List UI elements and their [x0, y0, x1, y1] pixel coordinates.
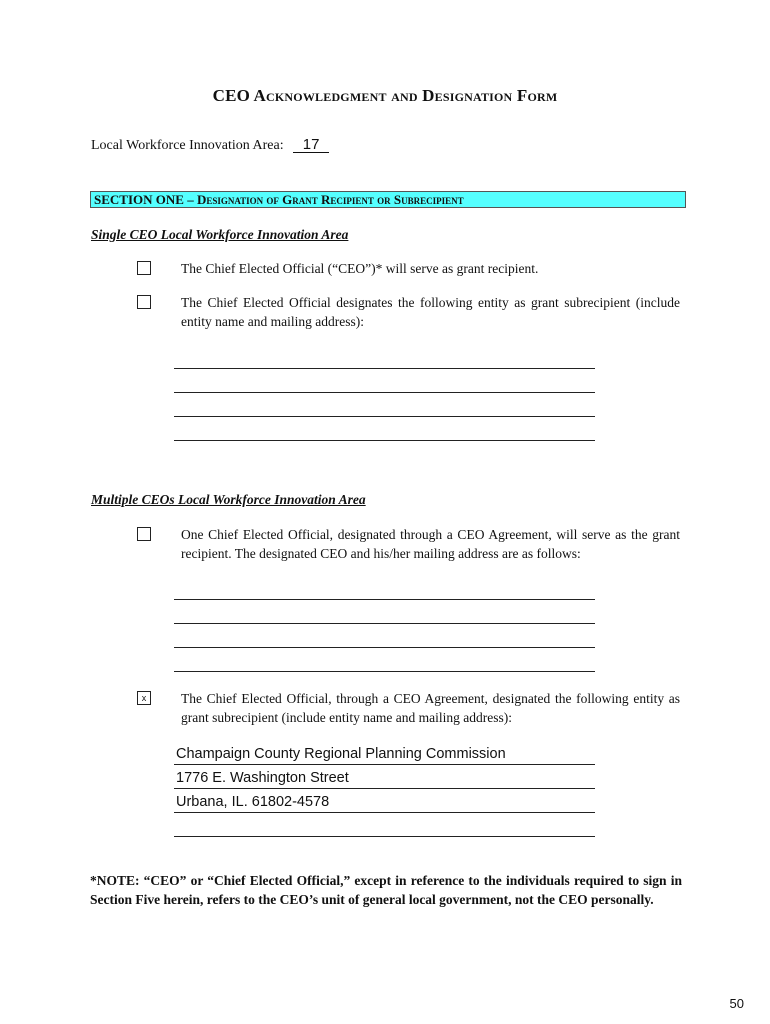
single-entity-rule-2 [174, 392, 595, 393]
single-option-2-checkbox[interactable] [137, 295, 151, 309]
single-option-2-text: The Chief Elected Official designates the following entity as grant subrecipient (include entity name and mailing address): [181, 295, 680, 329]
form-title: CEO Acknowledgment and Designation Form [212, 86, 558, 105]
multiple-option-2-text: The Chief Elected Official, through a CEO Agreement, designated the following entity as grant subrecipient (include entity name and mailing address): [181, 691, 680, 725]
multiple-ceo-rule-2 [174, 623, 595, 624]
single-ceo-subheading: Single CEO Local Workforce Innovation Area [91, 227, 349, 242]
single-entity-rule-1 [174, 368, 595, 369]
multiple-ceo-rule-3 [174, 647, 595, 648]
section-one-heading: SECTION ONE – Designation of Grant Recipient or Subrecipient [90, 191, 686, 208]
multiple-ceo-rule-4 [174, 671, 595, 672]
multiple-ceo-subheading: Multiple CEOs Local Workforce Innovation Area [91, 492, 366, 507]
subrecipient-rule-1 [174, 764, 595, 765]
ceo-definition-note: *NOTE: “CEO” or “Chief Elected Official,” except in reference to the individuals required to sign in Section Five herein, refers to the CEO’s unit of general local government, not the CEO personally. [90, 873, 682, 907]
single-option-1-checkbox[interactable] [137, 261, 151, 275]
multiple-ceo-rule-1 [174, 599, 595, 600]
subrecipient-rule-2 [174, 788, 595, 789]
lwia-value-field[interactable]: 17 [293, 137, 329, 153]
multiple-option-1-checkbox[interactable] [137, 527, 151, 541]
single-entity-rule-3 [174, 416, 595, 417]
subrecipient-street[interactable]: 1776 E. Washington Street [176, 770, 349, 786]
page-number: 50 [729, 996, 744, 1011]
single-option-1-text: The Chief Elected Official (“CEO”)* will serve as grant recipient. [181, 261, 539, 276]
lwia-row [91, 137, 329, 154]
subrecipient-city-state-zip[interactable]: Urbana, IL. 61802-4578 [176, 794, 330, 810]
single-entity-rule-4 [174, 440, 595, 441]
multiple-option-2-checkbox[interactable]: x [137, 691, 151, 705]
lwia-label: Local Workforce Innovation Area: [91, 138, 284, 153]
multiple-option-1-text: One Chief Elected Official, designated through a CEO Agreement, will serve as the grant recipient. The designated CEO and his/her mailing address are as follows: [181, 527, 680, 561]
subrecipient-rule-3 [174, 812, 595, 813]
subrecipient-rule-4 [174, 836, 595, 837]
subrecipient-entity-name[interactable]: Champaign County Regional Planning Commission [176, 746, 506, 762]
